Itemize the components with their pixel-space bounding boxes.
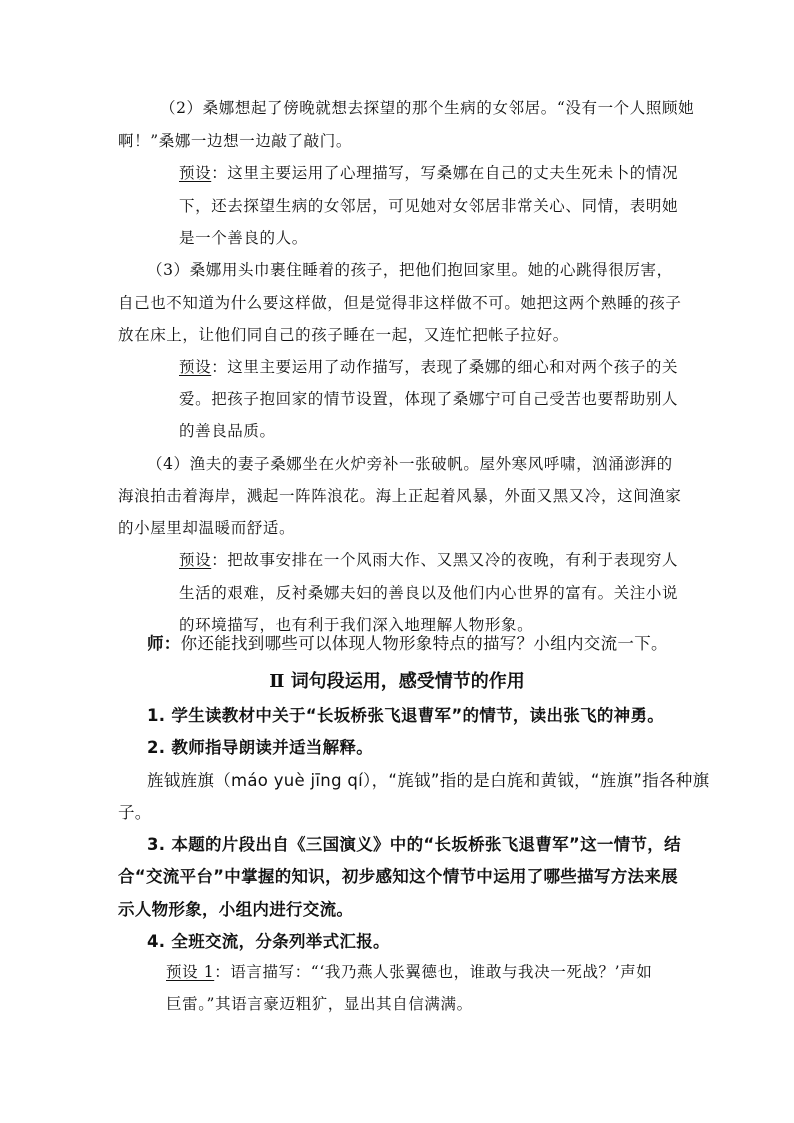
preset-3-line-3: 的善良品质。 [179, 422, 276, 440]
preset-text: ：这里主要运用了心理描写，写桑娜在自己的丈夫生死未卜的情况 [211, 164, 679, 182]
preset-4-line-3: 的环境描写，也有利于我们深入地理解人物形象。 [179, 616, 534, 634]
item-2-line-1: （2）桑娜想起了傍晚就想去探望的那个生病的女邻居。“没有一个人照顾她 [160, 99, 695, 117]
section-heading: Ⅱ 词句段运用，感受情节的作用 [269, 671, 525, 692]
item-4-line-2: 海浪拍击着海岸，溅起一阵阵浪花。海上正起着风暴，外面又黑又冷，这间渔家 [118, 487, 682, 505]
teacher-prompt [147, 636, 668, 653]
step-4: 4. 全班交流，分条列举式汇报。 [147, 932, 390, 951]
teacher-label: 师： [147, 634, 181, 653]
step-3-line-1: 3. 本题的片段出自《三国演义》中的“长坂桥张飞退曹军”这一情节，结 [147, 835, 681, 854]
preset-1-line-2: 巨雷。”其语言豪迈粗犷，显出其自信满满。 [166, 995, 473, 1013]
item-4-line-1: （4）渔夫的妻子桑娜坐在火炉旁补一张破帆。屋外寒风呼啸，汹涌澎湃的 [147, 455, 673, 473]
preset-text: ：这里主要运用了动作描写，表现了桑娜的细心和对两个孩子的关 [211, 358, 679, 376]
preset-2-line-1 [179, 166, 678, 182]
preset-text: ：把故事安排在一个风雨大作、又黑又冷的夜晚，有利于表现穷人 [211, 551, 679, 569]
preset-1-line-1 [166, 965, 652, 981]
preset-4-line-2: 生活的艰难，反衬桑娜夫妇的善良以及他们内心世界的富有。关注小说 [179, 584, 679, 602]
note-line-2: 子。 [118, 803, 152, 822]
note-line-1: 旌钺旌旗（máo yuè jīng qí），“旄钺”指的是白旄和黄钺，“旌旗”指各种旗 [147, 771, 710, 790]
step-2: 2. 教师指导朗读并适当解释。 [147, 738, 373, 757]
preset-2-line-3: 是一个善良的人。 [179, 229, 308, 247]
preset-3-line-2: 爱。把孩子抱回家的情节设置，体现了桑娜宁可自己受苦也要帮助别人 [179, 390, 679, 408]
step-1: 1. 学生读教材中关于“长坂桥张飞退曹军”的情节，读出张飞的神勇。 [147, 706, 665, 725]
preset-label: 预设 [179, 358, 212, 376]
preset-2-line-2: 下，还去探望生病的女邻居，可见她对女邻居非常关心、同情，表明她 [179, 197, 679, 215]
teacher-text: 你还能找到哪些可以体现人物形象特点的描写？小组内交流一下。 [180, 634, 668, 653]
preset-label: 预设 1 [166, 963, 215, 981]
preset-4-line-1 [179, 553, 678, 569]
preset-label: 预设 [179, 164, 212, 182]
preset-3-line-1 [179, 360, 678, 376]
step-3-line-2: 合“交流平台”中掌握的知识，初步感知这个情节中运用了哪些描写方法来展 [118, 867, 678, 886]
preset-text: ：语言描写：“‘我乃燕人张翼德也，谁敢与我决一死战？’声如 [214, 963, 653, 981]
item-4-line-3: 的小屋里却温暖而舒适。 [118, 519, 296, 537]
item-3-line-1: （3）桑娜用头巾裹住睡着的孩子，把他们抱回家里。她的心跳得很厉害， [147, 261, 673, 279]
preset-label: 预设 [179, 551, 212, 569]
item-2-line-2: 啊！”桑娜一边想一边敲了敲门。 [118, 132, 352, 150]
item-3-line-3: 放在床上，让他们同自己的孩子睡在一起，又连忙把帐子拉好。 [118, 326, 569, 344]
item-3-line-2: 自己也不知道为什么要这样做，但是觉得非这样做不可。她把这两个熟睡的孩子 [118, 294, 682, 312]
step-3-line-3: 示人物形象，小组内进行交流。 [118, 900, 354, 919]
